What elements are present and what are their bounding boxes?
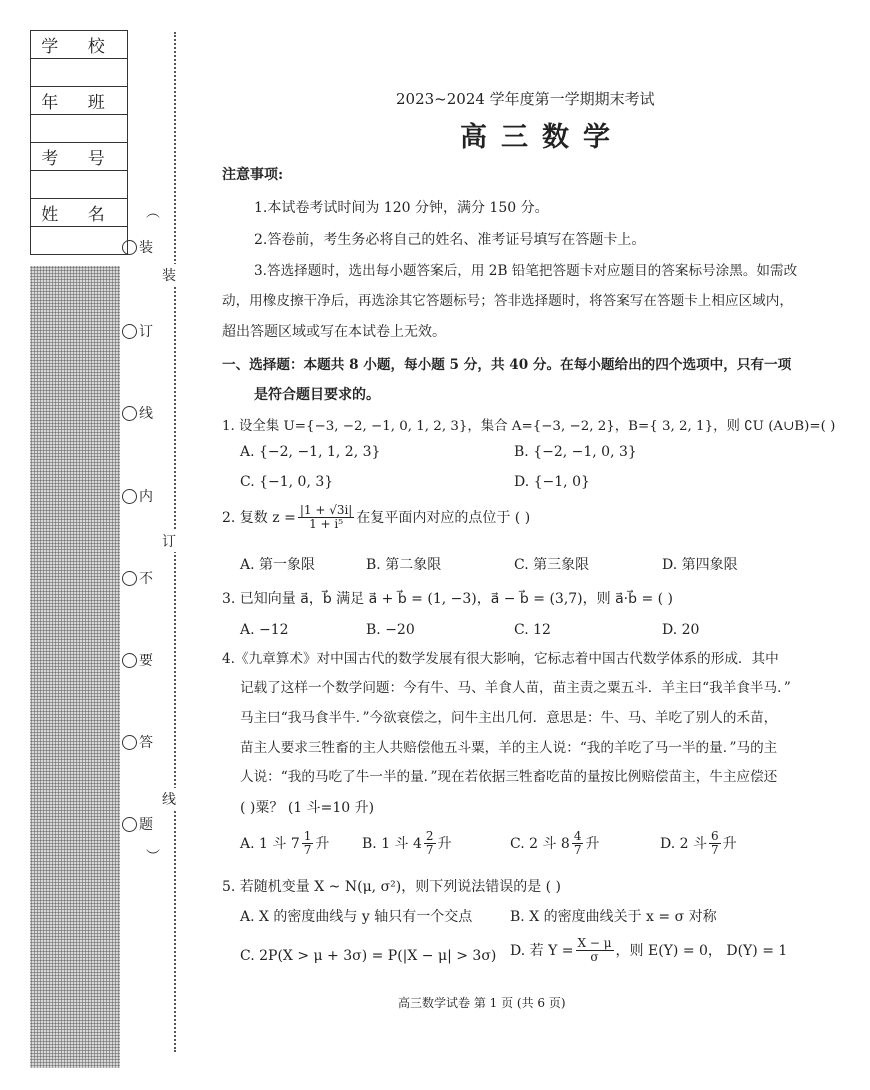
fraction-numerator: X − μ (577, 936, 612, 950)
name-label: 姓 名 (31, 199, 128, 227)
option-text: A. 1 斗 7 (240, 835, 300, 852)
option-text: D. 若 Y = (510, 942, 574, 959)
question-2-option-a[interactable]: A. 第一象限 (240, 557, 316, 573)
notice-item: 2.答卷前，考生务必将自己的姓名、准考证号填写在答题卡上。 (254, 232, 646, 248)
school-label: 学 校 (31, 31, 128, 59)
option-unit: 升 (315, 835, 330, 852)
seal-circle (122, 571, 137, 586)
fraction-numerator: 1 (303, 829, 312, 843)
question-1-option-a[interactable]: A. {−2, −1, 1, 2, 3} (240, 444, 381, 460)
exam-subtitle: 2023~2024 学年度第一学期期末考试 (396, 90, 655, 108)
question-2-suffix: 在复平面内对应的点位于 ( ) (356, 509, 531, 526)
question-3-option-c[interactable]: C. 12 (514, 622, 551, 638)
seal-circle (122, 735, 137, 750)
seal-paren-close: ︶ (146, 849, 160, 865)
option-unit: 升 (437, 835, 452, 852)
seal-circle (122, 324, 137, 339)
section-heading: 一、选择题：本题共 8 小题，每小题 5 分，共 40 分。在每小题给出的四个选项中，只有一项 (222, 357, 792, 373)
option-text: ，则 E(Y) = 0， D(Y) = 1 (615, 942, 788, 959)
seal-word: 要 (122, 650, 153, 670)
fraction-denominator: σ (590, 950, 599, 965)
seal-paren-open: ︵ (146, 205, 160, 221)
question-4-line: 记载了这样一个数学问题：今有牛、马、羊食人苗，苗主责之粟五斗．羊主曰“我羊食半马．” (240, 680, 791, 696)
question-4-line: 4.《九章算术》对中国古代的数学发展有很大影响，它标志着中国古代数学体系的形成．其中 (222, 651, 779, 667)
seal-word: 答 (122, 732, 153, 752)
seal-circle (122, 653, 137, 668)
notice-heading: 注意事项: (222, 167, 284, 183)
option-fraction (302, 830, 314, 857)
question-2-option-b[interactable]: B. 第二象限 (366, 557, 442, 573)
page-footer: 高三数学试卷 第 1 页 (共 6 页) (398, 996, 566, 1010)
fraction-numerator: 6 (710, 829, 719, 843)
question-4-option-c[interactable] (510, 830, 599, 857)
question-4-line: ( )粟？ (1 斗=10 升) (240, 800, 375, 816)
shaded-margin (30, 266, 120, 1068)
question-3-option-d[interactable]: D. 20 (662, 622, 700, 638)
option-text: B. 1 斗 4 (362, 835, 422, 852)
question-3-option-a[interactable]: A. −12 (240, 622, 289, 638)
question-2-option-c[interactable]: C. 第三象限 (514, 557, 590, 573)
school-field[interactable] (31, 59, 128, 87)
question-2-stem (222, 504, 530, 531)
question-4-option-b[interactable] (362, 830, 452, 857)
question-3-stem: 3. 已知向量 a⃗，b⃗ 满足 a⃗ + b⃗ = (1, −3)，a⃗ − b⃗ = (3,7)，则 a⃗·b⃗ = ( ) (222, 591, 674, 607)
name-field[interactable] (31, 227, 128, 255)
notice-item: 动，用橡皮擦干净后，再选涂其它答题标号；答非选择题时，将答案写在答题卡上相应区域内， (222, 293, 793, 309)
fraction-numerator: |1 + √3i| (299, 503, 353, 517)
question-4-line: 苗主人要求三牲畜的主人共赔偿他五斗粟，羊的主人说：“我的羊吃了马一半的量．”马的主 (240, 740, 778, 756)
fraction-numerator: 4 (573, 829, 582, 843)
option-fraction (576, 937, 614, 964)
question-5-stem: 5. 若随机变量 X ~ N(μ, σ²)，则下列说法错误的是 ( ) (222, 879, 562, 895)
binding-label: 订 (162, 530, 176, 552)
question-4-line: 马主曰“我马食半牛．”今欲衰偿之，问牛主出几何．意思是：牛、马、羊吃了别人的禾苗， (240, 710, 778, 726)
notice-item: 超出答题区域或写在本试卷上无效。 (222, 324, 446, 340)
question-4-option-d[interactable] (660, 830, 737, 857)
seal-circle (122, 817, 137, 832)
seal-circle (122, 489, 137, 504)
binding-label: 装 (162, 264, 176, 286)
seal-circle (122, 406, 137, 421)
fraction-denominator: 7 (303, 843, 312, 858)
class-field[interactable] (31, 115, 128, 143)
binding-label: 线 (162, 788, 176, 810)
class-label: 年 班 (31, 87, 128, 115)
question-1-option-c[interactable]: C. {−1, 0, 3} (240, 474, 334, 490)
fraction-denominator: 1 + i⁵ (309, 517, 344, 532)
notice-item: 3.答选择题时，选出每小题答案后，用 2B 铅笔把答题卡对应题目的答案标号涂黑。如需改 (254, 263, 798, 279)
section-heading-cont: 是符合题目要求的。 (254, 387, 380, 403)
question-2-fraction (298, 504, 355, 531)
option-unit: 升 (722, 835, 737, 852)
question-5-option-c[interactable]: C. 2P(X > μ + 3σ) = P(|X − μ| > 3σ) (240, 948, 497, 964)
option-fraction (572, 830, 584, 857)
fraction-denominator: 7 (573, 843, 582, 858)
option-fraction (709, 830, 721, 857)
question-1-stem: 1. 设全集 U={−3, −2, −1, 0, 1, 2, 3}，集合 A={−3, −2, 2}，B={ 3, 2, 1}，则 ∁U (A∪B)=( ) (222, 419, 836, 434)
question-5-option-a[interactable]: A. X 的密度曲线与 y 轴只有一个交点 (240, 909, 473, 925)
question-4-option-a[interactable] (240, 830, 329, 857)
student-info-table (30, 30, 128, 255)
seal-word: 装 (122, 237, 153, 257)
fraction-denominator: 7 (425, 843, 434, 858)
question-1-option-b[interactable]: B. {−2, −1, 0, 3} (514, 444, 637, 460)
seal-word: 线 (122, 403, 153, 423)
question-2-prefix: 2. 复数 z = (222, 509, 296, 526)
seal-circle (122, 240, 137, 255)
option-fraction (424, 830, 436, 857)
seal-word: 题 (122, 814, 153, 834)
question-1-option-d[interactable]: D. {−1, 0} (514, 474, 590, 490)
exam-title: 高三数学 (460, 122, 624, 153)
option-text: C. 2 斗 8 (510, 835, 570, 852)
question-5-option-b[interactable]: B. X 的密度曲线关于 x = σ 对称 (510, 909, 717, 925)
option-unit: 升 (585, 835, 600, 852)
option-text: D. 2 斗 (660, 835, 707, 852)
exam-number-label: 考 号 (31, 143, 128, 171)
notice-item: 1.本试卷考试时间为 120 分钟，满分 150 分。 (254, 200, 549, 216)
seal-word: 内 (122, 486, 153, 506)
question-3-option-b[interactable]: B. −20 (366, 622, 415, 638)
question-4-line: 人说：“我的马吃了牛一半的量．”现在若依据三牲畜吃苗的量按比例赔偿苗主，牛主应偿还 (240, 769, 778, 785)
seal-word: 订 (122, 321, 153, 341)
question-2-option-d[interactable]: D. 第四象限 (662, 557, 738, 573)
seal-word: 不 (122, 568, 153, 588)
question-5-option-d[interactable] (510, 937, 787, 964)
fraction-numerator: 2 (425, 829, 434, 843)
exam-number-field[interactable] (31, 171, 128, 199)
fraction-denominator: 7 (710, 843, 719, 858)
